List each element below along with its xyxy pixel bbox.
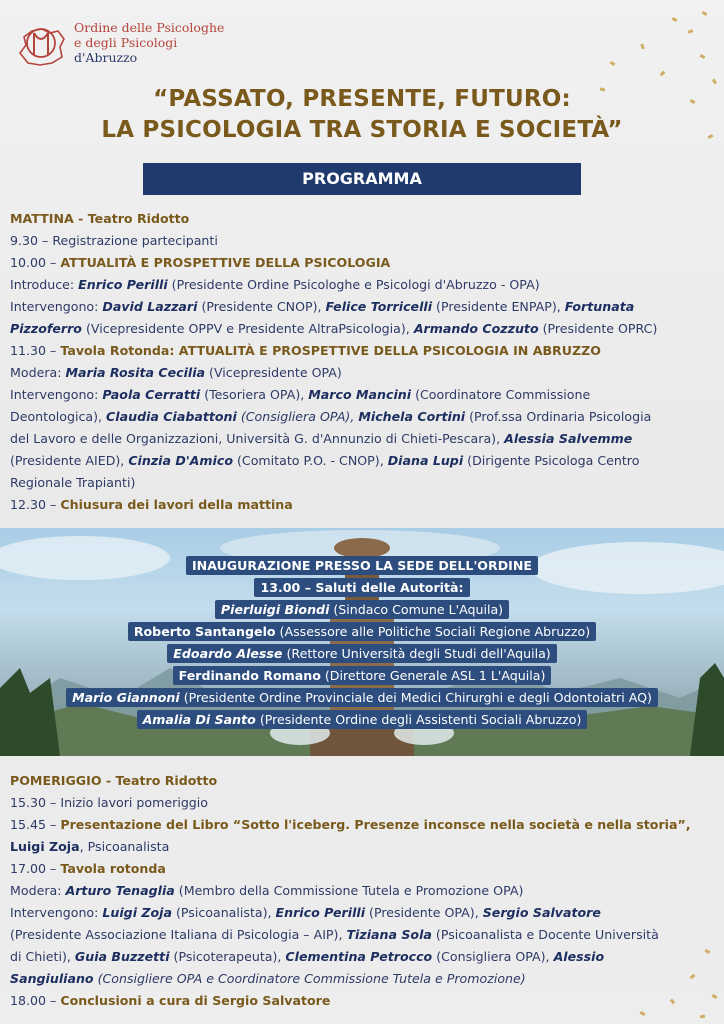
inauguration-band: [0, 528, 724, 756]
morning-section: MATTINA - Teatro Ridotto 9.30 – Registrazione partecipanti 10.00 – ATTUALITÀ E PROSPETTIVE DELLA PSICOLOGIA Introduce: Enrico Perilli (Presidente Ordine Psicologhe e Psicologi d'Abruzzo - OPA) Intervengono: David Lazzari (Presidente CNOP), Felice Torricelli (Presidente ENPAP), Fortunata Pizzoferro (Vicepresidente OPPV e Presidente AltraPsicologia), Armando Cozzuto (Presidente OPRC) 11.30 – Tavola Rotonda: ATTUALITÀ E PROSPETTIVE DELLA PSICOLOGIA IN ABRUZZO Modera: Maria Rosita Cecilia (Vicepresidente OPA) Intervengono: Paola Cerratti (Tesoriera OPA), Marco Mancini (Coordinatore Commissione Deontologica), Claudia Ciabattoni (Consigliera OPA), Michela Cortini (Prof.ssa Ordinaria Psicologia del Lavoro e delle Organizzazioni, Università G. d'Annunzio di Chieti-Pescara), Alessia Salvemme (Presidente AIED), Cinzia D'Amico (Comitato P.O. - CNOP), Diana Lupi (Dirigente Psicologa Centro Regionale Trapianti) 12.30 – Chiusura dei lavori della mattina: [10, 208, 715, 516]
ordine-logo-icon: [12, 15, 70, 71]
afternoon-section: POMERIGGIO - Teatro Ridotto 15.30 – Inizio lavori pomeriggio 15.45 – Presentazione del Libro “Sotto l'iceberg. Presenze inconsce nella società e nella storia”, Luigi Zoja, Psicoanalista 17.00 – Tavola rotonda Modera: Arturo Tenaglia (Membro della Commissione Tutela e Promozione OPA) Intervengono: Luigi Zoja (Psicoanalista), Enrico Perilli (Presidente OPA), Sergio Salvatore (Presidente Associazione Italiana di Psicologia – AIP), Tiziana Sola (Psicoanalista e Docente Università di Chieti), Guia Buzzetti (Psicoterapeuta), Clementina Petrocco (Consigliera OPA), Alessio Sangiuliano (Consigliere OPA e Coordinatore Commissione Tutela e Promozione) 18.00 – Conclusioni a cura di Sergio Salvatore: [10, 770, 715, 1012]
event-title: “PASSATO, PRESENTE, FUTURO: LA PSICOLOGIA TRA STORIA E SOCIETÀ”: [101, 86, 623, 143]
inauguration-text: INAUGURAZIONE PRESSO LA SEDE DELL'ORDINE 13.00 – Saluti delle Autorità: Pierluigi Biondi (Sindaco Comune L'Aquila) Roberto Santangelo (Assessore alle Politiche Sociali Regione Abruzzo) Edoardo Alesse (Rettore Università degli Studi dell'Aquila) Ferdinando Romano (Direttore Generale ASL 1 L'Aquila) Mario Giannoni (Presidente Ordine Provinciale dei Medici Chirurghi e degli Odontoiatri AQ) Amalia Di Santo (Presidente Ordine degli Assistenti Sociali Abruzzo): [0, 556, 724, 732]
afternoon-heading: POMERIGGIO - Teatro Ridotto: [10, 773, 218, 788]
morning-heading: MATTINA - Teatro Ridotto: [10, 211, 190, 226]
org-name: Ordine delle Psicologhe e degli Psicologi d'Abruzzo: [74, 20, 225, 65]
programma-banner: PROGRAMMA: [143, 163, 581, 195]
